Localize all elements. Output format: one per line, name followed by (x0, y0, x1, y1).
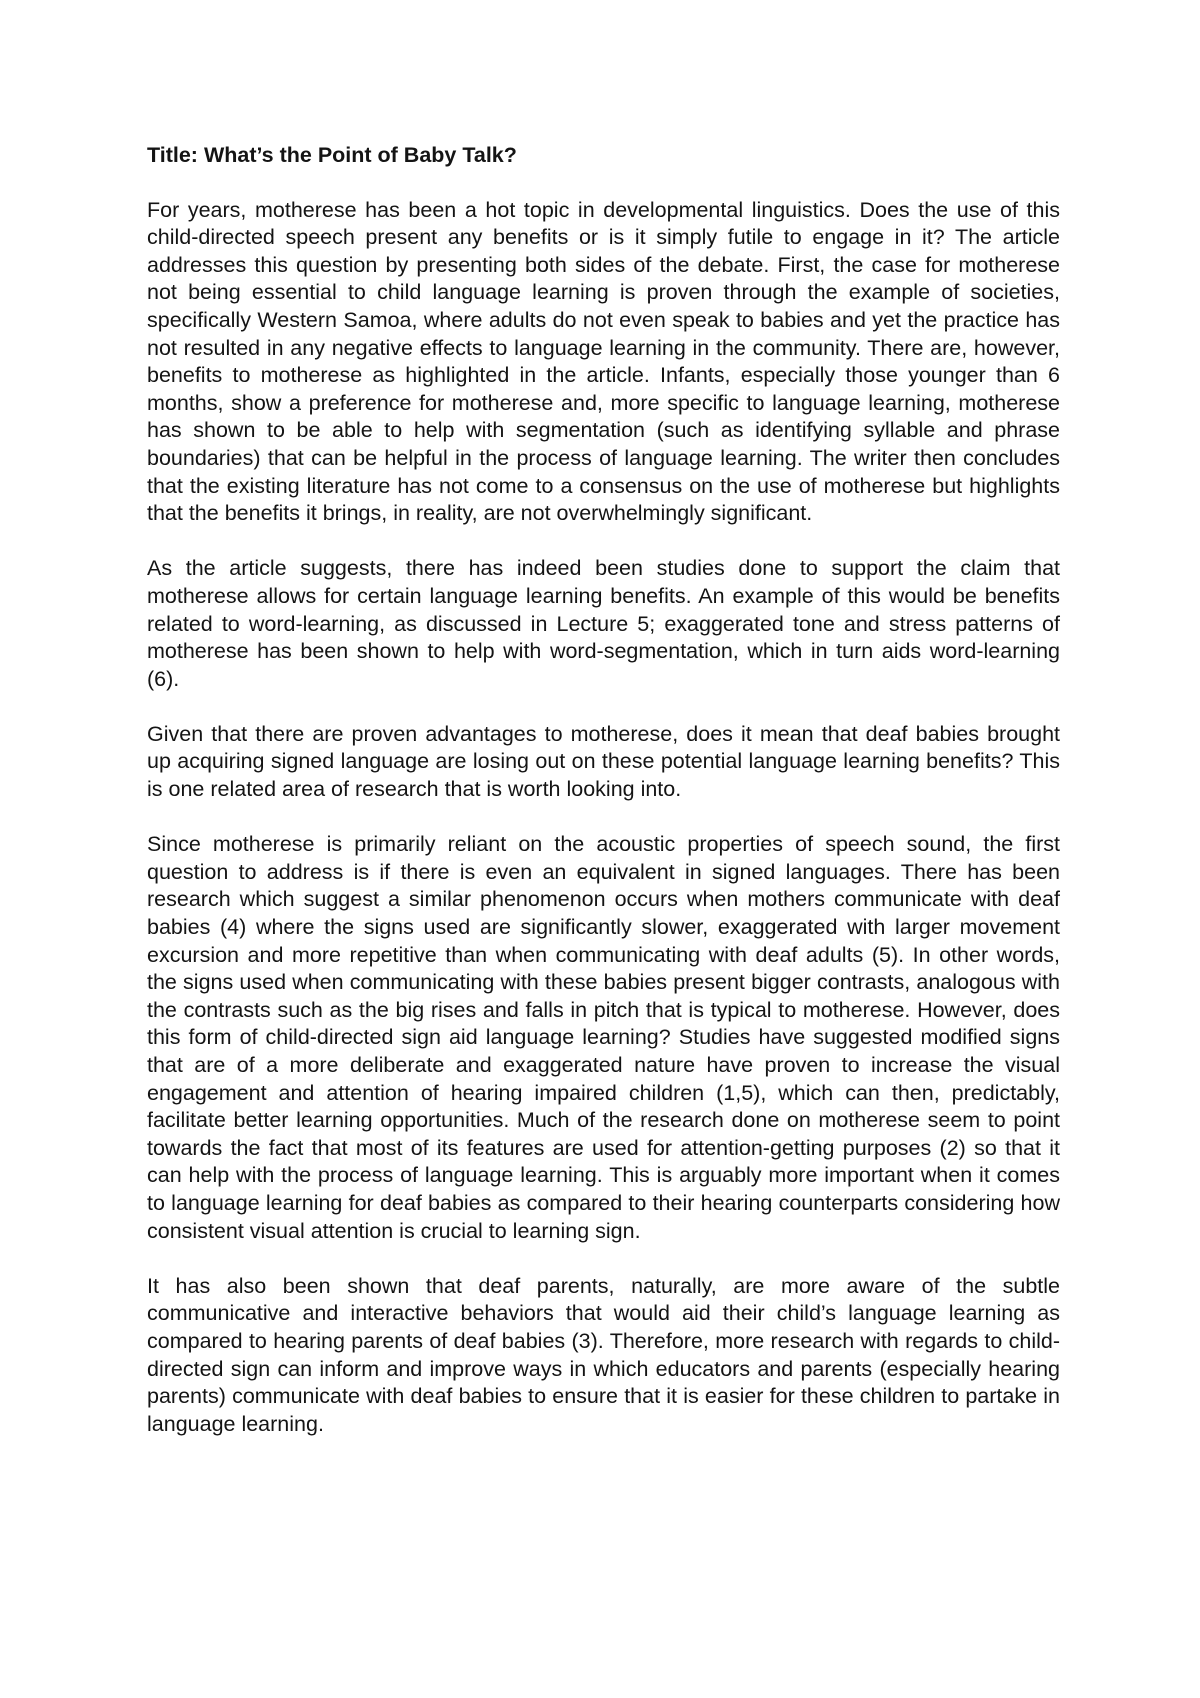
paragraph-signed-motherese: Since motherese is primarily reliant on the acoustic properties of speech sound, the first question to address is if there is even an equivalent in signed languages. There has been research which suggest a similar phenomenon occurs when mothers communicate with deaf babies (4) where the signs used are significantly slower, exaggerated with larger movement excursion and more repetitive than when communicating with deaf adults (5). In other words, the signs used when communicating with these babies present bigger contrasts, analogous with the contrasts such as the big rises and falls in pitch that is typical to motherese. However, does this form of child-directed sign aid language learning? Studies have suggested modified signs that are of a more deliberate and exaggerated nature have proven to increase the visual engagement and attention of hearing impaired children (1,5), which can then, predictably, facilitate better learning opportunities. Much of the research done on motherese seem to point towards the fact that most of its features are used for attention-getting purposes (2) so that it can help with the process of language learning. This is arguably more important when it comes to language learning for deaf babies as compared to their hearing counterparts considering how consistent visual attention is crucial to learning sign. (147, 832, 1060, 1243)
document-title: Title: What’s the Point of Baby Talk? (147, 143, 517, 167)
document-page (147, 142, 1060, 1466)
paragraph-summary: For years, motherese has been a hot topic in developmental linguistics. Does the use of this child-directed speech present any benefits or is it simply futile to engage in it? The article addresses this question by presenting both sides of the debate. First, the case for motherese not being essential to child language learning is proven through the example of societies, specifically Western Samoa, where adults do not even speak to babies and yet the practice has not resulted in any negative effects to language learning in the community. There are, however, benefits to motherese as highlighted in the article. Infants, especially those younger than 6 months, show a preference for motherese and, more specific to language learning, motherese has shown to be able to help with segmentation (such as identifying syllable and phrase boundaries) that can be helpful in the process of language learning. The writer then concludes that the existing literature has not come to a consensus on the use of motherese but highlights that the benefits it brings, in reality, are not overwhelmingly significant. (147, 197, 1060, 526)
paragraph-deaf-babies-question: Given that there are proven advantages to motherese, does it mean that deaf babies brought up acquiring signed language are losing out on these potential language learning benefits? This is one related area of research that is worth looking into. (147, 721, 1060, 802)
paragraph-word-learning: As the article suggests, there has indeed been studies done to support the claim that motherese allows for certain language learning benefits. An example of this would be benefits related to word-learning, as discussed in Lecture 5; exaggerated tone and stress patterns of motherese has been shown to help with word-segmentation, which in turn aids word-learning (6). (147, 556, 1060, 691)
paragraph-deaf-parents: It has also been shown that deaf parents, naturally, are more aware of the subtle communicative and interactive behaviors that would aid their child’s language learning as compared to hearing parents of deaf babies (3). Therefore, more research with regards to child-directed sign can inform and improve ways in which educators and parents (especially hearing parents) communicate with deaf babies to ensure that it is easier for these children to partake in language learning. (147, 1273, 1060, 1436)
